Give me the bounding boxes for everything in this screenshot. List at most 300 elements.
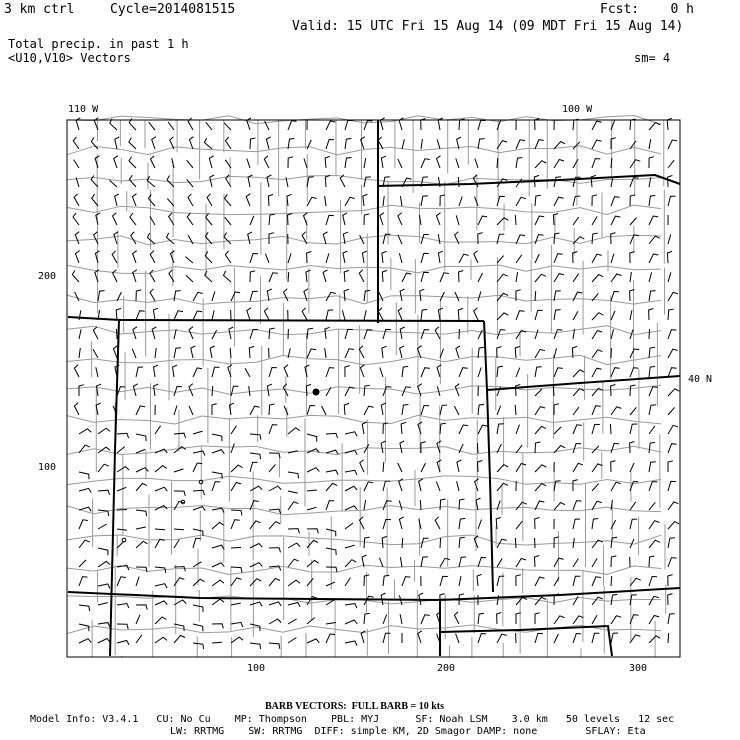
wind-barb: [174, 491, 185, 496]
wind-barb: [649, 577, 657, 587]
wind-barb: [266, 137, 270, 149]
wind-barb: [535, 310, 543, 320]
county-line: [67, 625, 661, 634]
wind-barb: [98, 428, 110, 434]
wind-barb: [516, 311, 525, 320]
wind-barb: [459, 368, 468, 377]
wind-barb: [326, 253, 329, 263]
wind-barb: [117, 447, 125, 453]
wind-barb: [307, 349, 316, 358]
wind-barb: [193, 643, 204, 649]
wind-barb: [248, 232, 252, 244]
wind-barb: [611, 197, 620, 206]
wind-barb: [79, 639, 91, 643]
wind-barb: [630, 502, 636, 510]
wind-barb: [668, 196, 676, 206]
wind-barb: [667, 251, 672, 263]
wind-barb: [630, 310, 632, 320]
wind-barb: [630, 424, 637, 434]
wind-barb: [400, 557, 402, 567]
wind-barb: [458, 177, 459, 187]
wind-barb: [649, 482, 657, 491]
wind-barb: [421, 406, 429, 416]
wind-barb: [229, 327, 233, 339]
wind-barb: [668, 444, 677, 453]
wind-barb: [456, 634, 459, 643]
wind-barb: [269, 602, 281, 606]
wind-barb: [193, 431, 203, 434]
wind-barb: [136, 311, 145, 320]
wind-barb: [129, 175, 136, 187]
wind-barb: [398, 235, 402, 244]
wind-barb: [611, 616, 621, 624]
wind-barb: [402, 405, 408, 416]
wind-barb: [363, 194, 368, 206]
wind-barb: [97, 384, 102, 396]
wind-barb: [345, 197, 355, 206]
wind-barb: [668, 558, 677, 567]
wind-barb: [326, 215, 334, 225]
wind-barb: [288, 121, 297, 130]
wind-barb: [402, 273, 411, 282]
wind-barb: [402, 577, 410, 586]
wind-barb: [117, 604, 129, 609]
wind-barb: [592, 577, 601, 586]
wind-barb: [231, 567, 242, 573]
wind-barb: [478, 120, 486, 130]
wind-barb: [649, 216, 658, 225]
wind-barb: [573, 407, 579, 415]
wind-barb: [649, 556, 654, 567]
wind-barb: [400, 346, 404, 358]
wind-barb: [421, 253, 429, 263]
wind-barb: [535, 518, 540, 530]
wind-barb: [79, 605, 90, 611]
wind-barb: [421, 139, 422, 149]
wind-barb: [326, 433, 338, 438]
wind-barb: [515, 538, 516, 548]
wind-barb: [668, 330, 676, 339]
wind-barb: [497, 313, 508, 320]
y-tick-200: 200: [38, 271, 57, 282]
wind-barb: [477, 443, 478, 453]
wind-barb: [345, 486, 357, 491]
wind-barb: [250, 602, 262, 606]
wind-barb: [400, 327, 405, 339]
wind-barb: [668, 407, 675, 415]
wind-barb: [345, 560, 356, 567]
wind-barb: [231, 622, 243, 627]
lon-label-110w: 110 W: [68, 104, 99, 115]
wind-barb: [204, 138, 212, 149]
wind-barb: [269, 404, 275, 415]
wind-barb: [630, 272, 631, 282]
wind-barb: [117, 541, 124, 548]
wind-barb: [382, 251, 387, 263]
wind-barb: [535, 442, 540, 453]
wind-barb: [516, 502, 527, 510]
wind-barb: [553, 384, 558, 396]
wind-barb: [457, 481, 459, 491]
wind-barb: [288, 619, 297, 624]
wind-barb: [592, 424, 600, 434]
wind-barb: [630, 407, 636, 415]
wind-barb: [74, 194, 79, 206]
county-line: [67, 355, 661, 365]
wind-barb: [269, 368, 277, 378]
wind-barb: [421, 196, 428, 206]
wind-barb: [649, 616, 659, 625]
wind-barb: [402, 139, 404, 149]
wind-barb: [399, 500, 402, 510]
wind-barb: [212, 386, 213, 396]
wind-barb: [378, 308, 383, 320]
wind-barb: [474, 251, 478, 263]
wind-barb: [326, 368, 334, 377]
wind-barb: [307, 490, 317, 491]
wind-barb: [364, 406, 374, 415]
wind-barb: [592, 484, 599, 491]
wind-barb: [307, 507, 317, 510]
wind-barb: [79, 329, 81, 339]
wind-barb: [364, 500, 366, 510]
wind-barb: [212, 310, 214, 320]
wind-barb: [155, 466, 167, 472]
wind-barb: [136, 577, 139, 587]
wind-barb: [269, 425, 277, 434]
wind-barb: [288, 428, 300, 434]
wind-barb: [421, 272, 429, 282]
wind-barb: [174, 406, 177, 416]
wind-barb: [75, 292, 79, 301]
wind-barb: [187, 179, 193, 187]
wind-barb: [224, 233, 231, 245]
county-line: [67, 146, 661, 155]
wind-barb: [364, 177, 371, 187]
wind-barb: [535, 330, 538, 340]
wind-barb: [456, 159, 459, 169]
wind-barb: [400, 196, 402, 206]
wind-barb: [345, 329, 353, 339]
wind-barb: [226, 137, 232, 149]
wind-barb: [288, 603, 300, 607]
wind-barb: [554, 616, 565, 624]
wind-barb: [230, 348, 231, 358]
wind-barb: [249, 346, 254, 358]
wind-barb: [231, 637, 243, 643]
wind-barb: [305, 365, 310, 377]
wind-barb: [630, 463, 634, 472]
wind-barb: [307, 560, 319, 567]
wind-barb: [459, 119, 465, 130]
wind-barb: [402, 538, 403, 548]
wind-barb: [649, 405, 656, 415]
x-tick-200: 200: [437, 663, 456, 674]
wind-barb: [535, 426, 546, 434]
wind-barb: [326, 501, 334, 510]
wind-barb: [250, 544, 262, 549]
wind-barb: [345, 470, 357, 475]
wind-barb: [131, 232, 136, 244]
wind-barb: [174, 311, 183, 320]
wind-barb: [382, 346, 387, 358]
wind-barb: [398, 308, 402, 320]
wind-barb: [649, 426, 655, 434]
wind-barb: [113, 270, 117, 282]
wind-barb: [554, 310, 561, 320]
wind-barb: [383, 329, 391, 339]
wind-barb: [611, 292, 619, 302]
wind-barb: [345, 578, 350, 586]
wind-barb: [592, 121, 602, 130]
wind-barb: [478, 558, 486, 568]
wind-barb: [212, 291, 215, 301]
wind-barb: [364, 158, 366, 168]
wind-barb: [649, 139, 651, 149]
wind-barb: [115, 194, 119, 206]
wind-barb: [649, 309, 654, 321]
wind-barb: [136, 406, 145, 415]
wind-barb: [382, 536, 387, 548]
wind-barb: [112, 251, 117, 263]
wind-barb: [455, 292, 459, 301]
wind-barb: [379, 558, 383, 567]
wind-barb: [454, 612, 459, 624]
wind-barb: [129, 138, 136, 149]
wind-barb: [132, 194, 136, 206]
wind-barb: [188, 235, 193, 244]
wind-barb: [478, 634, 486, 644]
wind-barb: [345, 139, 351, 150]
wind-barb: [554, 368, 563, 377]
wind-barb: [611, 461, 616, 472]
wind-barb: [79, 507, 91, 511]
wind-barb: [74, 160, 79, 168]
wind-barb: [325, 196, 326, 206]
wind-barb: [497, 347, 502, 358]
wind-barb: [649, 521, 659, 529]
wind-barb: [516, 368, 520, 377]
wind-barb: [189, 137, 193, 149]
wind-barb: [438, 234, 440, 244]
wind-barb: [668, 234, 671, 244]
wind-barb: [497, 613, 502, 625]
wind-barb: [155, 584, 167, 588]
wind-barb: [73, 137, 79, 149]
wind-barb: [592, 233, 598, 244]
wind-barb: [269, 548, 281, 553]
wind-barb: [250, 330, 258, 340]
wind-barb: [193, 368, 202, 377]
wind-barb: [117, 641, 129, 645]
wind-barb: [212, 599, 224, 605]
wind-barb: [440, 499, 446, 510]
wind-barb: [668, 389, 679, 396]
wind-barb: [573, 274, 579, 282]
wind-barb: [288, 491, 298, 493]
wind-barb: [307, 197, 317, 206]
wind-barb: [149, 122, 155, 130]
county-line: [67, 265, 661, 273]
wind-barb: [554, 577, 559, 586]
wind-barb: [250, 563, 262, 567]
wind-barb: [79, 472, 89, 479]
wind-barb: [383, 575, 389, 586]
wind-barb: [592, 519, 598, 530]
wind-barb: [343, 251, 348, 263]
wind-barb: [205, 271, 212, 282]
wind-barb: [193, 538, 201, 548]
wind-barb: [437, 139, 440, 149]
wind-barb: [345, 387, 355, 396]
wind-barb: [401, 422, 406, 434]
wind-barb: [440, 558, 450, 567]
wind-barb: [174, 529, 184, 530]
wind-barb: [611, 556, 616, 567]
wind-barb: [668, 272, 671, 282]
wind-barb: [193, 624, 203, 631]
wind-barb: [573, 616, 584, 624]
county-line: [67, 415, 661, 424]
wind-barb: [245, 368, 250, 377]
wind-barb: [554, 634, 558, 643]
wind-barb: [592, 368, 602, 377]
wind-barb: [364, 385, 370, 396]
wind-barb: [459, 197, 462, 207]
wind-barb: [398, 213, 402, 225]
wind-barb: [611, 520, 616, 529]
wind-barb: [117, 577, 126, 586]
wind-barb: [231, 520, 240, 529]
wind-barb: [155, 617, 166, 624]
county-line: [67, 205, 661, 215]
wind-barb: [288, 253, 291, 263]
wind-barb: [649, 596, 659, 605]
wind-barb: [288, 529, 300, 534]
wind-barb: [535, 216, 544, 225]
wind-barb: [573, 252, 578, 264]
wind-barb: [436, 482, 440, 491]
wind-barb: [535, 465, 546, 472]
wind-barb: [475, 197, 479, 206]
wind-barb: [630, 578, 641, 586]
wind-barb: [440, 273, 449, 282]
wind-barb: [630, 252, 635, 263]
wind-barb: [250, 271, 255, 282]
wind-barb: [307, 578, 313, 586]
wind-barb: [96, 367, 98, 377]
wind-barb: [210, 175, 214, 187]
wind-barb: [398, 463, 402, 472]
model-info-line1: Model Info: V3.4.1 CU: No Cu MP: Thompson PBL: MYJ SF: Noah LSM 3.0 km 50 levels 12 sec: [30, 714, 675, 725]
wind-barb: [611, 368, 620, 377]
wind-barb: [421, 368, 430, 377]
wind-barb: [307, 434, 317, 442]
wind-barb: [326, 582, 335, 586]
wind-barb: [155, 487, 167, 491]
wind-barb: [383, 462, 384, 472]
wind-barb: [400, 289, 405, 301]
wind-barb: [554, 404, 559, 415]
wind-barb: [326, 140, 334, 150]
wind-barb: [478, 273, 483, 282]
wind-barb: [307, 177, 314, 187]
wind-barb: [364, 613, 370, 624]
wind-barb: [229, 403, 234, 415]
wind-barb: [630, 368, 639, 377]
wind-barb: [133, 270, 137, 282]
wind-barb: [267, 175, 272, 187]
wind-barb: [231, 444, 234, 453]
wind-barb: [611, 254, 614, 264]
wind-barb: [437, 156, 441, 168]
wind-barb: [174, 469, 184, 472]
wind-barb: [364, 214, 369, 225]
wind-barb: [326, 623, 336, 625]
wind-barb: [459, 576, 461, 586]
wind-barb: [516, 425, 520, 434]
wind-barb: [592, 254, 602, 263]
wind-barb: [478, 404, 484, 415]
wind-barb: [383, 387, 392, 396]
wind-barb: [611, 482, 621, 491]
wind-barb: [611, 537, 617, 548]
wind-barb: [668, 140, 677, 149]
wind-barb: [435, 327, 440, 339]
wind-barb: [231, 292, 240, 301]
wind-barb: [250, 291, 258, 301]
wind-barb: [535, 577, 545, 586]
wind-barb: [113, 213, 118, 225]
wind-barb: [668, 633, 669, 643]
wind-barb: [535, 407, 545, 415]
wind-barb: [573, 480, 578, 491]
model-info-line2: LW: RRTMG SW: RRTMG DIFF: simple KM, 2D Smagor DAMP: none SFLAY: Eta: [170, 726, 646, 737]
wind-barb: [75, 232, 79, 244]
wind-barb: [307, 406, 315, 416]
wind-barb: [206, 122, 212, 130]
wind-barb: [436, 213, 440, 225]
wind-barb: [231, 386, 239, 396]
wind-barb: [212, 642, 222, 643]
wind-barb: [345, 523, 353, 529]
wind-barb: [225, 251, 231, 263]
wind-barb: [592, 275, 603, 283]
wind-barb: [383, 615, 387, 624]
wind-barb: [136, 605, 147, 610]
wind-barb: [187, 160, 193, 168]
wind-barb: [206, 213, 212, 225]
wind-barb: [592, 140, 602, 149]
wind-barb: [136, 541, 148, 548]
wind-barb: [302, 308, 307, 320]
wind-barb: [592, 350, 602, 358]
wind-barb: [478, 216, 487, 225]
wind-barb: [117, 510, 127, 511]
wind-barb: [535, 613, 540, 624]
wind-barb: [573, 311, 578, 320]
wind-barb: [649, 157, 654, 168]
wind-barb: [454, 406, 459, 415]
wind-barb: [98, 524, 107, 529]
wind-barb: [250, 254, 258, 264]
wind-barb: [117, 433, 129, 438]
wind-barb: [630, 519, 637, 529]
wind-barb: [288, 157, 293, 168]
wind-barb: [288, 502, 298, 510]
wind-barb: [284, 289, 289, 301]
wind-barb: [383, 633, 391, 643]
